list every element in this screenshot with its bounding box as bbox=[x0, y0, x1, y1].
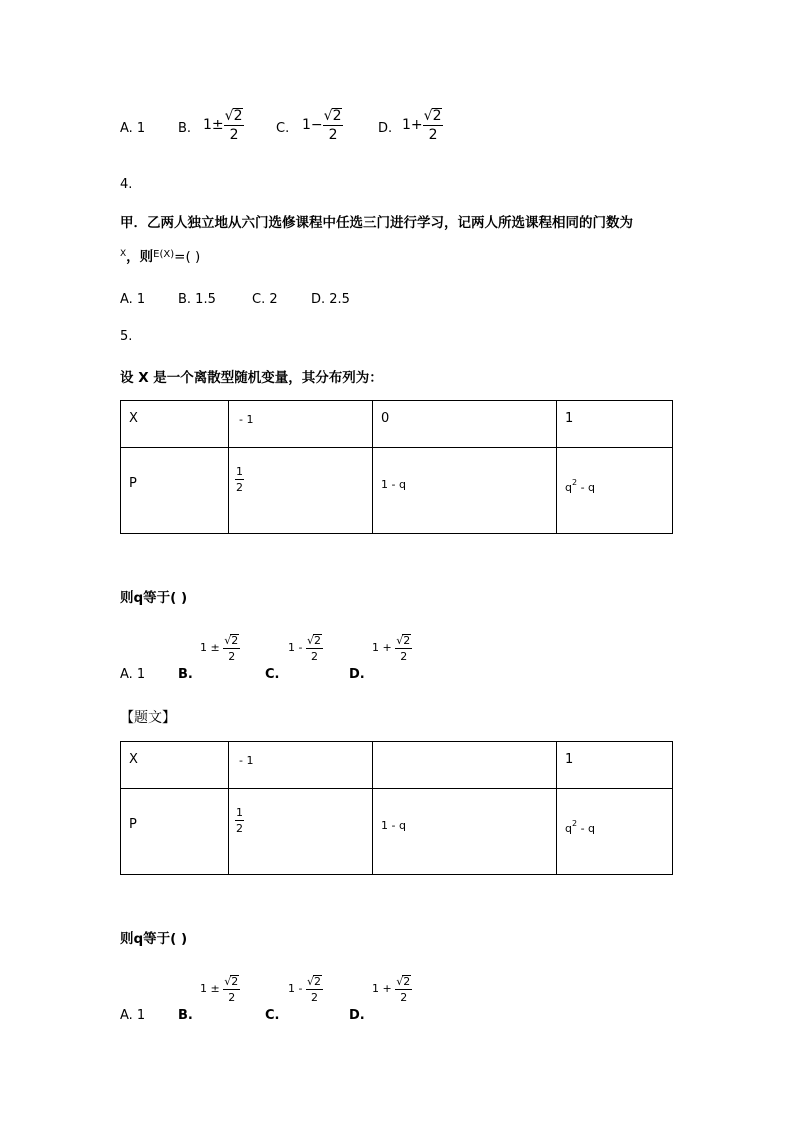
table-row bbox=[121, 401, 673, 448]
radicand: 2 bbox=[231, 975, 239, 988]
q3-b-radicand: 2 bbox=[233, 108, 243, 124]
q5-option-b-label: B. bbox=[178, 667, 193, 682]
tiwen-option-a: A. 1 bbox=[120, 1008, 146, 1023]
expr-prefix: 1 ± bbox=[200, 641, 220, 654]
table-cell-head bbox=[121, 401, 229, 448]
q5-option-c-expr: 1 - $\frac{√2}{2}$ bbox=[288, 634, 321, 663]
q-tail: - q bbox=[577, 481, 596, 494]
cell-text bbox=[373, 742, 556, 752]
q4-number: 4. bbox=[120, 177, 133, 192]
tiwen-distribution-table bbox=[120, 741, 673, 875]
q3-option-c-expr: 1− $\frac{√2}{2}$ bbox=[302, 108, 342, 143]
table-row bbox=[121, 448, 673, 534]
table-cell-head bbox=[121, 448, 229, 534]
q3-d-den: 2 bbox=[428, 127, 438, 143]
cell-text: - 1 bbox=[239, 754, 254, 767]
table-cell bbox=[557, 401, 673, 448]
expr-prefix: 1 + bbox=[372, 982, 392, 995]
q-tail: - q bbox=[577, 822, 596, 835]
fraction-numerator: 1 bbox=[236, 806, 243, 819]
cell-text: X bbox=[129, 411, 138, 426]
q4-option-b: B. 1.5 bbox=[178, 292, 216, 307]
q4-option-d: D. 2.5 bbox=[311, 292, 350, 307]
q-base: q bbox=[565, 481, 572, 494]
cell-text: P bbox=[129, 817, 137, 832]
expr-prefix: 1 - bbox=[288, 982, 303, 995]
denominator: 2 bbox=[310, 650, 318, 663]
radicand: 2 bbox=[313, 975, 321, 988]
q3-d-radicand: 2 bbox=[432, 108, 442, 124]
cell-text: 1 bbox=[565, 411, 574, 426]
denominator: 2 bbox=[228, 650, 236, 663]
denominator: 2 bbox=[400, 991, 408, 1004]
q3-c-prefix: 1− bbox=[302, 117, 323, 133]
q3-option-a: A. 1 bbox=[120, 121, 146, 136]
tiwen-label: 【题文】 bbox=[120, 710, 176, 726]
radicand: 2 bbox=[231, 634, 239, 647]
q3-option-c-label: C. bbox=[276, 121, 290, 136]
cell-text: 1 - q bbox=[381, 478, 406, 491]
cell-text bbox=[557, 789, 672, 835]
cell-fraction bbox=[229, 448, 372, 493]
q5-option-a: A. 1 bbox=[120, 667, 146, 682]
denominator: 2 bbox=[400, 650, 408, 663]
q3-b-den: 2 bbox=[229, 127, 239, 143]
q5-option-d-label: D. bbox=[349, 667, 365, 682]
table-cell bbox=[557, 742, 673, 789]
q3-option-b-label: B. bbox=[178, 121, 192, 136]
q4-line1: 甲．乙两人独立地从六门选修课程中任选三门进行学习，记两人所选课程相同的门数为 bbox=[120, 215, 633, 231]
q4-x-var: X bbox=[120, 249, 127, 259]
tiwen-option-d-label: D. bbox=[349, 1008, 365, 1023]
cell-text: 0 bbox=[381, 411, 390, 426]
tiwen-question: 则q等于( ) bbox=[120, 931, 188, 947]
table-cell bbox=[557, 448, 673, 534]
table-cell bbox=[557, 789, 673, 875]
q-exponent: 2 bbox=[571, 478, 578, 487]
table-cell bbox=[229, 448, 373, 534]
denominator: 2 bbox=[310, 991, 318, 1004]
table-cell-head bbox=[121, 742, 229, 789]
cell-text bbox=[557, 448, 672, 494]
table-cell bbox=[229, 789, 373, 875]
q5-number: 5. bbox=[120, 329, 133, 344]
cell-text: 1 bbox=[565, 752, 574, 767]
table-cell bbox=[229, 742, 373, 789]
tiwen-option-b-expr: 1 ± $\frac{√2}{2}$ bbox=[200, 975, 239, 1004]
q3-c-radicand: 2 bbox=[332, 108, 342, 124]
q3-d-prefix: 1+ bbox=[402, 117, 423, 133]
q4-option-a: A. 1 bbox=[120, 292, 146, 307]
q-exponent: 2 bbox=[571, 819, 578, 828]
q4-option-c: C. 2 bbox=[252, 292, 278, 307]
q5-question: 则q等于( ) bbox=[120, 590, 188, 606]
table-cell-head bbox=[121, 789, 229, 875]
table-row bbox=[121, 742, 673, 789]
q5-option-b-expr: 1 ± $\frac{√2}{2}$ bbox=[200, 634, 239, 663]
q-base: q bbox=[565, 822, 572, 835]
radicand: 2 bbox=[403, 634, 411, 647]
q5-option-c-label: C. bbox=[265, 667, 280, 682]
expr-prefix: 1 - bbox=[288, 641, 303, 654]
tiwen-option-c-label: C. bbox=[265, 1008, 280, 1023]
cell-text: X bbox=[129, 752, 138, 767]
fraction-numerator: 1 bbox=[236, 465, 243, 478]
q4-line2-mid: ，则 bbox=[126, 249, 154, 265]
q3-option-d-expr: 1+ $\frac{√2}{2}$ bbox=[402, 108, 442, 143]
tiwen-option-b-label: B. bbox=[178, 1008, 193, 1023]
expr-prefix: 1 ± bbox=[200, 982, 220, 995]
denominator: 2 bbox=[228, 991, 236, 1004]
q3-option-d-label: D. bbox=[378, 121, 393, 136]
fraction-denominator: 2 bbox=[236, 481, 243, 494]
q5-option-d-expr: 1 + $\frac{√2}{2}$ bbox=[372, 634, 411, 663]
fraction-denominator: 2 bbox=[236, 822, 243, 835]
table-cell bbox=[229, 401, 373, 448]
table-cell bbox=[373, 789, 557, 875]
q3-option-b-expr: 1± $\frac{√2}{2}$ bbox=[203, 108, 243, 143]
q3-b-prefix: 1± bbox=[203, 117, 224, 133]
cell-text: 1 - q bbox=[381, 819, 406, 832]
q4-expr: E(X) bbox=[153, 249, 175, 260]
cell-fraction bbox=[229, 789, 372, 834]
expr-prefix: 1 + bbox=[372, 641, 392, 654]
q4-line2-end: =( ) bbox=[174, 249, 201, 265]
q5-intro: 设 X 是一个离散型随机变量，其分布列为： bbox=[120, 370, 383, 386]
tiwen-option-d-expr: 1 + $\frac{√2}{2}$ bbox=[372, 975, 411, 1004]
q3-c-den: 2 bbox=[328, 127, 338, 143]
table-row bbox=[121, 789, 673, 875]
q5-distribution-table bbox=[120, 400, 673, 534]
cell-text: - 1 bbox=[239, 413, 254, 426]
cell-text: P bbox=[129, 476, 137, 491]
q4-line2 bbox=[120, 245, 200, 265]
radicand: 2 bbox=[403, 975, 411, 988]
tiwen-option-c-expr: 1 - $\frac{√2}{2}$ bbox=[288, 975, 321, 1004]
table-cell bbox=[373, 742, 557, 789]
table-cell bbox=[373, 448, 557, 534]
radicand: 2 bbox=[313, 634, 321, 647]
table-cell bbox=[373, 401, 557, 448]
